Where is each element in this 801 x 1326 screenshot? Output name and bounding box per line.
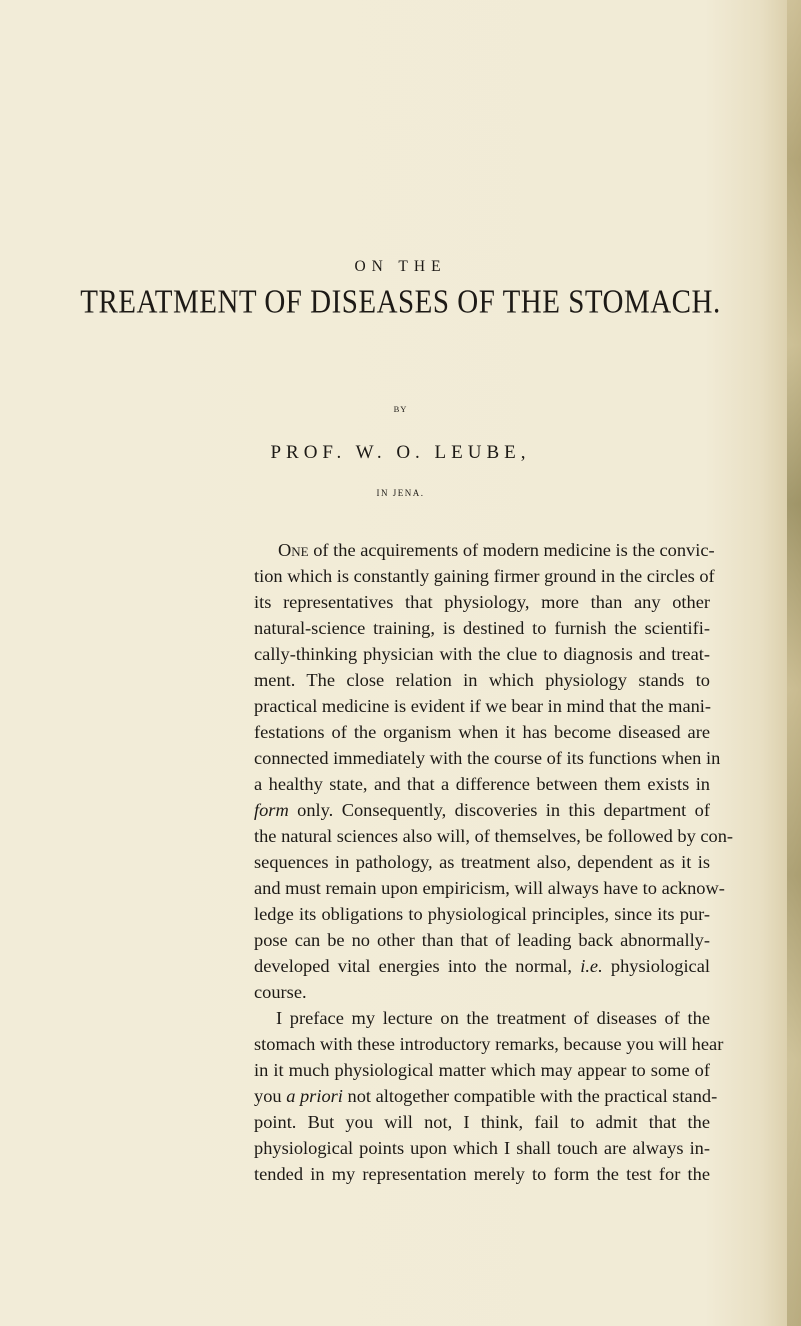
paragraph-line: sequences in pathology, as treatment also, dependent as it is bbox=[254, 852, 710, 872]
paragraph-line: pose can be no other than that of leading back abnormally- bbox=[254, 930, 710, 950]
paragraph-line: form only. Consequently, discoveries in this department of bbox=[254, 800, 710, 820]
author-location: IN JENA. bbox=[376, 488, 425, 498]
paragraph-line: and must remain upon empiricism, will always have to acknow- bbox=[254, 878, 725, 898]
paragraph-line: course. bbox=[254, 982, 307, 1002]
byline-label: BY bbox=[393, 404, 408, 414]
paragraph-line: I preface my lecture on the treatment of diseases of the bbox=[276, 1008, 710, 1028]
lead-word: One bbox=[278, 540, 309, 560]
italic-phrase: a priori bbox=[286, 1086, 343, 1106]
italic-word: form bbox=[254, 800, 289, 820]
paragraph-line: developed vital energies into the normal, i.e. physiological bbox=[254, 956, 710, 976]
italic-abbreviation: i.e. bbox=[580, 956, 603, 976]
paragraph-line: point. But you will not, I think, fail to admit that the bbox=[254, 1112, 710, 1132]
paragraph-line: you a priori not altogether compatible with the practical stand- bbox=[254, 1086, 718, 1106]
paragraph-line: ledge its obligations to physiological principles, since its pur- bbox=[254, 904, 710, 924]
paragraph-line: festations of the organism when it has become diseased are bbox=[254, 722, 710, 742]
page-binding-edge bbox=[787, 0, 801, 1326]
paragraph-line: tion which is constantly gaining firmer ground in the circles of bbox=[254, 566, 715, 586]
paragraph-line: cally-thinking physician with the clue to diagnosis and treat- bbox=[254, 644, 710, 664]
paragraph-line: physiological points upon which I shall touch are always in- bbox=[254, 1138, 710, 1158]
paragraph-line: tended in my representation merely to form the test for the bbox=[254, 1164, 710, 1184]
paragraph-line: in it much physiological matter which may appear to some of bbox=[254, 1060, 710, 1080]
paragraph-line: stomach with these introductory remarks, because you will hear bbox=[254, 1034, 724, 1054]
paragraph-line: a healthy state, and that a difference between them exists in bbox=[254, 774, 710, 794]
paragraph-line: the natural sciences also will, of themselves, be followed by con- bbox=[254, 826, 734, 846]
author-name: PROF. W. O. LEUBE, bbox=[270, 442, 531, 463]
paragraph-line: practical medicine is evident if we bear in mind that the mani- bbox=[254, 696, 712, 716]
page-title: TREATMENT OF DISEASES OF THE STOMACH. bbox=[80, 283, 721, 321]
paragraph-line: natural-science training, is destined to furnish the scientifi- bbox=[254, 618, 710, 638]
title-prefix: ON THE bbox=[354, 258, 447, 275]
paragraph-line: ment. The close relation in which physiology stands to bbox=[254, 670, 710, 690]
paragraph-line: One of the acquirements of modern medicine is the convic- bbox=[278, 540, 715, 560]
paragraph-line: connected immediately with the course of its functions when in bbox=[254, 748, 721, 768]
paragraph-line: its representatives that physiology, more than any other bbox=[254, 592, 710, 612]
